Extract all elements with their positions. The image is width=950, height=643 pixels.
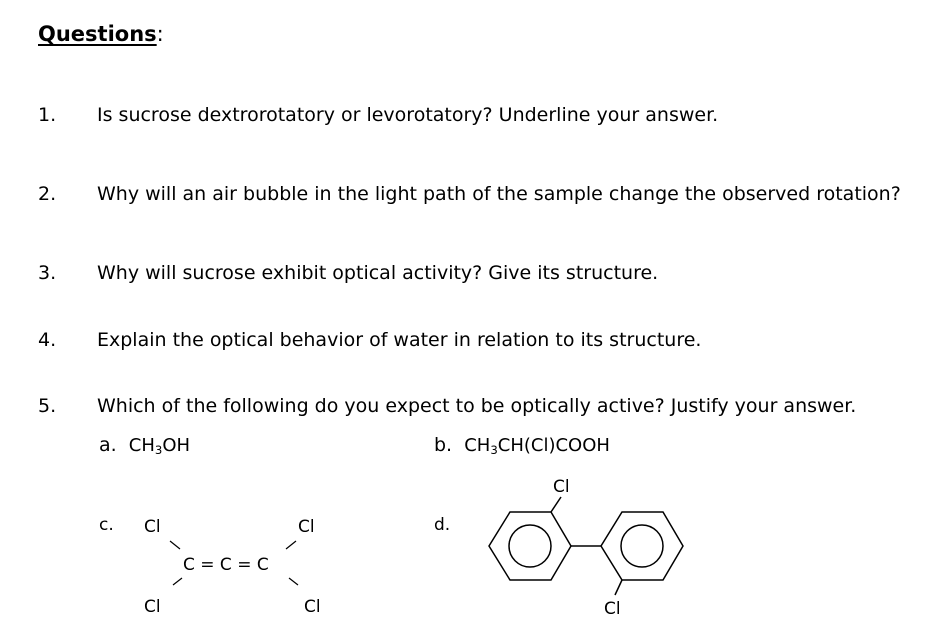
page-heading [38, 22, 164, 46]
allene-cl-top-left: Cl [144, 517, 161, 537]
option-b [434, 434, 610, 457]
biphenyl-structure [470, 470, 700, 620]
allene-chain: C = C = C [183, 555, 269, 575]
right-aromatic-circle [621, 525, 663, 567]
allene-cl-top-right: Cl [298, 517, 315, 537]
allene-bond-bottom-left [173, 578, 182, 585]
question-4-text: Explain the optical behavior of water in relation to its structure. [97, 329, 702, 351]
right-benzene-ring [601, 512, 683, 580]
question-2-number: 2. [38, 183, 57, 205]
question-2-text: Why will an air bubble in the light path of the sample change the observed rotation? [97, 183, 901, 205]
option-a-formula: $CH_3OH$ [128, 435, 191, 457]
option-b-formula: $CH_3CH(Cl)COOH$ [464, 435, 610, 457]
cl-bond-top [551, 497, 561, 512]
option-a-label: a. [99, 434, 117, 456]
question-3-text: Why will sucrose exhibit optical activity? Give its structure. [97, 262, 659, 284]
biphenyl-cl-bottom: Cl [604, 599, 621, 619]
left-aromatic-circle [509, 525, 551, 567]
cl-bond-bottom [615, 580, 622, 595]
left-benzene-ring [489, 512, 571, 580]
question-3-number: 3. [38, 262, 57, 284]
option-d-label: d. [434, 515, 451, 535]
option-a [99, 434, 190, 457]
allene-cl-bottom-left: Cl [144, 597, 161, 617]
option-c-label: c. [99, 515, 114, 535]
question-1-text: Is sucrose dextrorotatory or levorotatory? Underline your answer. [97, 104, 719, 126]
heading-text: Questions [38, 22, 157, 46]
allene-bond-top-left [170, 541, 180, 549]
allene-structure [130, 510, 340, 622]
question-4-number: 4. [38, 329, 57, 351]
heading-colon: : [156, 22, 164, 46]
option-b-label: b. [434, 434, 453, 456]
allene-bond-bottom-right [289, 578, 298, 585]
biphenyl-cl-top: Cl [553, 477, 570, 497]
question-5-text: Which of the following do you expect to be optically active? Justify your answer. [97, 395, 857, 417]
question-1-number: 1. [38, 104, 57, 126]
allene-bond-top-right [286, 541, 296, 549]
question-5-number: 5. [38, 395, 57, 417]
allene-cl-bottom-right: Cl [304, 597, 321, 617]
